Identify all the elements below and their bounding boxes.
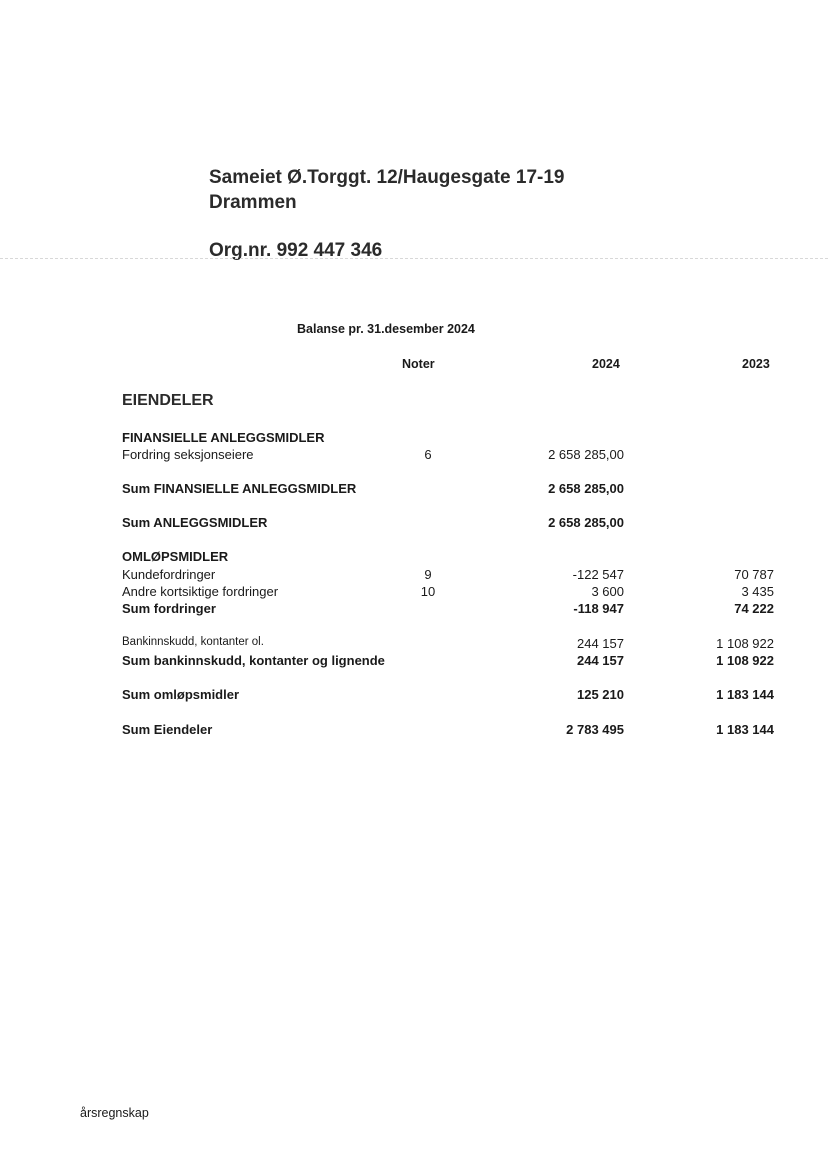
row-label: Fordring seksjonseiere [122, 447, 254, 462]
footer-text: årsregnskap [80, 1106, 149, 1120]
row-value-2023: 3 435 [741, 584, 774, 599]
row-value-2023: 74 222 [734, 601, 774, 616]
table-row [0, 515, 828, 532]
row-label: OMLØPSMIDLER [122, 549, 229, 564]
row-value-2024: 244 157 [577, 636, 624, 651]
table-row [0, 722, 828, 739]
table-row [0, 447, 828, 464]
table-row [0, 567, 828, 584]
row-value-2024: 3 600 [591, 584, 624, 599]
row-value-2024: 2 658 285,00 [548, 515, 624, 530]
company-city: Drammen [209, 192, 297, 213]
row-label: Sum Eiendeler [122, 722, 213, 737]
row-value-2023: 1 183 144 [716, 687, 774, 702]
row-label: Kundefordringer [122, 567, 216, 582]
statement-title: Balanse pr. 31.desember 2024 [297, 322, 475, 336]
table-row [0, 687, 828, 704]
row-value-2023: 70 787 [734, 567, 774, 582]
column-header-notes: Noter [402, 357, 435, 371]
row-note: 6 [424, 447, 432, 462]
table-row [0, 584, 828, 601]
row-label: Sum omløpsmidler [122, 687, 240, 702]
row-value-2024: 125 210 [577, 687, 624, 702]
row-value-2023: 1 108 922 [716, 636, 774, 651]
row-label: Bankinnskudd, kontanter ol. [122, 636, 264, 648]
row-value-2024: 2 658 285,00 [548, 481, 624, 496]
row-value-2023: 1 183 144 [716, 722, 774, 737]
company-name: Sameiet Ø.Torggt. 12/Haugesgate 17-19 [209, 167, 565, 188]
table-row [0, 653, 828, 670]
divider [0, 258, 828, 259]
row-label: Sum bankinnskudd, kontanter og lignende [122, 653, 385, 668]
row-value-2024: -118 947 [573, 601, 624, 616]
row-label: Sum FINANSIELLE ANLEGGSMIDLER [122, 481, 357, 496]
row-value-2024: -122 547 [572, 567, 624, 582]
row-value-2024: 2 658 285,00 [548, 447, 624, 462]
row-note: 10 [420, 584, 436, 599]
row-note: 9 [424, 567, 432, 582]
table-row [0, 636, 828, 653]
row-label: Sum ANLEGGSMIDLER [122, 515, 268, 530]
row-label: Sum fordringer [122, 601, 216, 616]
table-row [0, 481, 828, 498]
row-value-2024: 2 783 495 [566, 722, 624, 737]
table-row [0, 430, 828, 447]
column-header-2023: 2023 [742, 357, 770, 371]
section-heading: EIENDELER [122, 392, 214, 409]
row-label: Andre kortsiktige fordringer [122, 584, 279, 599]
table-row [0, 601, 828, 618]
row-label: FINANSIELLE ANLEGGSMIDLER [122, 430, 325, 445]
row-value-2024: 244 157 [577, 653, 624, 668]
row-value-2023: 1 108 922 [716, 653, 774, 668]
org-number: Org.nr. 992 447 346 [209, 240, 383, 261]
table-row [0, 549, 828, 566]
column-header-2024: 2024 [592, 357, 620, 371]
